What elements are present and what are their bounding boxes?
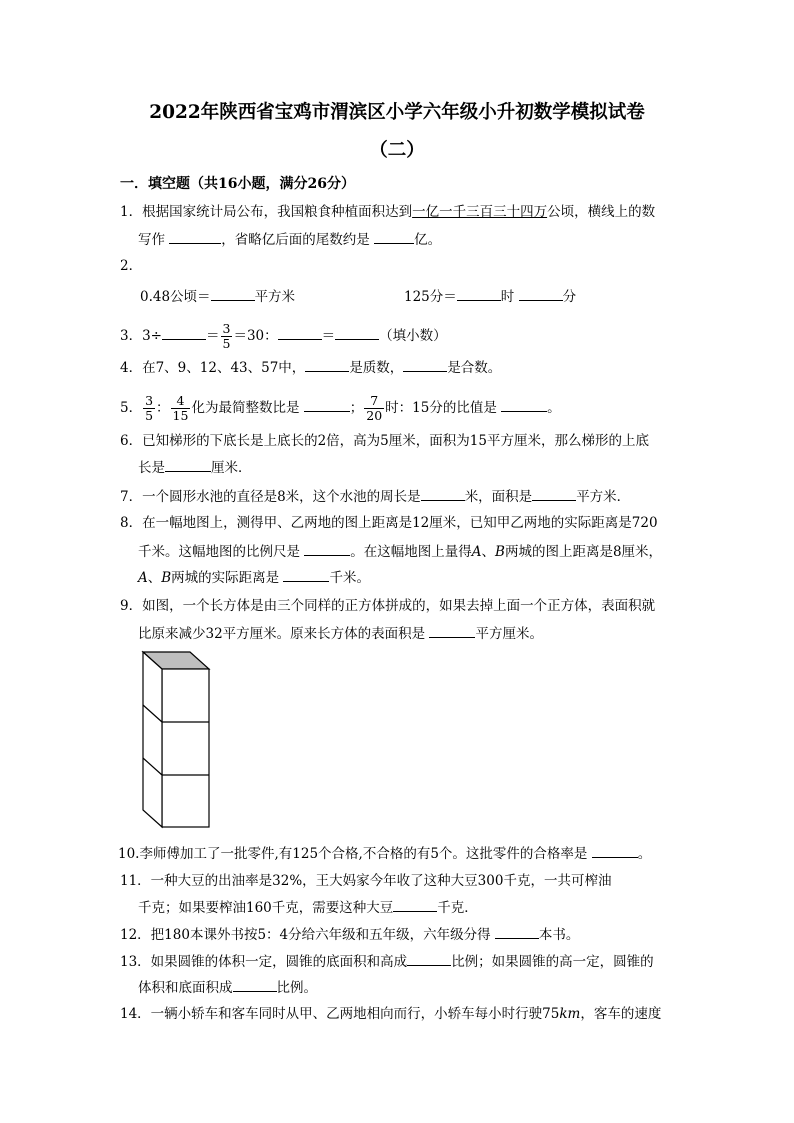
question-4 xyxy=(120,357,501,377)
question-13 xyxy=(120,951,654,971)
exam-subtitle: （二） xyxy=(369,140,425,161)
answer-blank[interactable] xyxy=(429,623,475,638)
q8-text: 千米。这幅地图的比例尺是 xyxy=(138,544,300,560)
q7-text: 7．一个圆形水池的直径是8米，这个水池的周长是 xyxy=(120,489,421,505)
q8-text: 千米。 xyxy=(329,570,370,586)
q8-text: 两城的实际距离是 xyxy=(171,570,280,586)
q6-text: 长是 xyxy=(138,460,165,476)
answer-blank[interactable] xyxy=(162,325,206,340)
question-11-line2 xyxy=(138,897,478,917)
question-9-line2 xyxy=(138,623,543,643)
q3-text: ＝ xyxy=(206,328,220,344)
answer-blank[interactable] xyxy=(304,541,350,556)
q8-text: 、 xyxy=(481,544,496,560)
answer-blank[interactable] xyxy=(421,486,465,501)
side-face xyxy=(143,652,162,827)
question-3 xyxy=(120,322,447,351)
q3-text: ＝30： xyxy=(233,328,278,344)
q2-text: 平方米 xyxy=(254,289,296,305)
q9-text: 比原来减少32平方厘米。原来长方体的表面积是 xyxy=(138,626,426,642)
q6-text: 厘米． xyxy=(211,460,252,476)
stacked-cubes-figure xyxy=(138,648,218,832)
q1-text: ，省略亿后面的尾数约是 xyxy=(221,232,370,248)
q1-text: 1．根据国家统计局公布，我国粮食种植面积达到 xyxy=(120,204,413,220)
fraction-numerator: 3 xyxy=(222,321,231,336)
question-14 xyxy=(120,1005,661,1023)
q2-text: 分 xyxy=(562,289,577,305)
unit-km: km xyxy=(559,1006,581,1022)
answer-blank[interactable] xyxy=(211,286,255,301)
fraction-7-20 xyxy=(364,394,384,423)
q12-text: 本书。 xyxy=(538,927,580,943)
question-1-line2 xyxy=(138,229,441,249)
q7-text: 平方米． xyxy=(576,489,631,505)
exam-title: 2022年陕西省宝鸡市渭滨区小学六年级小升初数学模拟试卷 xyxy=(149,102,645,123)
section-heading: 一．填空题（共16小题，满分26分） xyxy=(120,176,355,192)
q12-text: 12．把180本课外书按5：4分给六年级和五年级，六年级分得 xyxy=(120,927,491,943)
q3-text: ＝ xyxy=(321,328,336,344)
answer-blank[interactable] xyxy=(335,325,379,340)
answer-blank[interactable] xyxy=(374,229,414,244)
q2-text: 0.48公顷＝ xyxy=(140,289,211,305)
q10-text: 。 xyxy=(637,846,652,862)
answer-blank[interactable] xyxy=(532,486,576,501)
q1-text: 公顷，横线上的数 xyxy=(547,204,656,220)
fraction-denominator: 5 xyxy=(145,408,154,423)
answer-blank[interactable] xyxy=(233,977,277,992)
q4-text: 是质数， xyxy=(349,360,404,376)
q13-text: 比例；如果圆锥的高一定，圆锥的 xyxy=(451,954,654,970)
q4-text: 是合数。 xyxy=(447,360,502,376)
fraction-4-15 xyxy=(171,394,191,423)
question-12 xyxy=(120,924,579,944)
q8-text: 。在这幅地图上量得 xyxy=(350,544,472,560)
answer-blank[interactable] xyxy=(519,286,563,301)
answer-blank[interactable] xyxy=(169,229,221,244)
answer-blank[interactable] xyxy=(305,357,349,372)
q9-text: 平方厘米。 xyxy=(475,626,543,642)
city-a: A xyxy=(471,544,482,560)
answer-blank[interactable] xyxy=(407,951,451,966)
answer-blank[interactable] xyxy=(495,924,539,939)
question-10 xyxy=(118,843,651,863)
q8-text: 、 xyxy=(147,570,162,586)
city-a: A xyxy=(138,570,148,586)
front-face xyxy=(162,669,209,827)
fraction-denominator: 20 xyxy=(366,408,383,423)
question-2-part-b xyxy=(404,286,576,306)
q13-text: 13．如果圆锥的体积一定，圆锥的底面积和高成 xyxy=(120,954,408,970)
question-6: 6．已知梯形的下底长是上底长的2倍，高为5厘米，面积为15平方厘米，那么梯形的上底 xyxy=(120,433,649,449)
q5-text: 时：15分的比值是 xyxy=(385,400,497,416)
q7-text: 米，面积是 xyxy=(464,489,533,505)
q14-text: 14．一辆小轿车和客车同时从甲、乙两地相向而行，小轿车每小时行驶75 xyxy=(120,1006,560,1022)
q13-text: 比例。 xyxy=(276,980,317,996)
q3-text: 3．3÷ xyxy=(120,328,162,344)
question-11: 11．一种大豆的出油率是32%，王大妈家今年收了这种大豆300千克，一共可榨油 xyxy=(120,873,612,889)
q13-text: 体积和底面积成 xyxy=(138,980,233,996)
answer-blank[interactable] xyxy=(165,457,211,472)
q11-text: 千克；如果要榨油160千克，需要这种大豆 xyxy=(138,900,394,916)
answer-blank[interactable] xyxy=(278,325,322,340)
fraction-3-5 xyxy=(221,322,233,351)
q5-text: ； xyxy=(349,400,364,416)
answer-blank[interactable] xyxy=(457,286,501,301)
question-2-part-a xyxy=(140,286,295,306)
fraction-numerator: 3 xyxy=(145,393,154,408)
question-13-line2 xyxy=(138,977,317,997)
city-b: B xyxy=(495,544,505,560)
q5-text: 5． xyxy=(120,400,143,416)
question-8: 8．在一幅地图上，测得甲、乙两地的图上距离是12厘米，已知甲乙两地的实际距离是720 xyxy=(120,515,658,531)
fraction-denominator: 5 xyxy=(222,336,231,351)
question-8-line2 xyxy=(138,541,662,561)
q8-text: 两城的图上距离是8厘米， xyxy=(504,544,663,560)
question-2-number: 2． xyxy=(120,258,143,274)
q1-text: 写作 xyxy=(138,232,165,248)
answer-blank[interactable] xyxy=(501,397,547,412)
answer-blank[interactable] xyxy=(304,397,350,412)
fraction-denominator: 15 xyxy=(172,408,189,423)
q5-text: ： xyxy=(156,400,170,416)
q14-text: ，客车的速度 xyxy=(580,1006,662,1022)
q11-text: 千克． xyxy=(437,900,478,916)
q2-text: 125分＝ xyxy=(404,289,457,305)
question-9: 9．如图，一个长方体是由三个同样的正方体拼成的，如果去掉上面一个正方体，表面积就 xyxy=(120,598,656,614)
city-b: B xyxy=(161,570,172,586)
q5-text: 化为最简整数比是 xyxy=(191,400,300,416)
question-5 xyxy=(120,394,561,423)
answer-blank[interactable] xyxy=(403,357,447,372)
q5-text: 。 xyxy=(547,400,561,416)
answer-blank[interactable] xyxy=(592,843,638,858)
q1-text: 亿。 xyxy=(414,232,442,248)
answer-blank[interactable] xyxy=(393,897,437,912)
question-1 xyxy=(120,203,655,221)
question-7 xyxy=(120,486,630,506)
question-6-line2 xyxy=(138,457,252,477)
fraction-numerator: 7 xyxy=(364,394,384,409)
fraction-3-5 xyxy=(143,394,155,423)
q3-text: （填小数） xyxy=(379,328,447,344)
question-8-line3 xyxy=(138,567,370,587)
answer-blank[interactable] xyxy=(283,567,329,582)
q4-text: 4．在7、9、12、43、57中， xyxy=(120,360,306,376)
q1-underlined-number: 一亿一千三百三十四万 xyxy=(412,204,548,220)
q2-text: 时 xyxy=(500,289,515,305)
fraction-numerator: 4 xyxy=(171,394,191,409)
q10-text: 10.李师傅加工了一批零件,有125个合格,不合格的有5个。这批零件的合格率是 xyxy=(118,846,588,862)
